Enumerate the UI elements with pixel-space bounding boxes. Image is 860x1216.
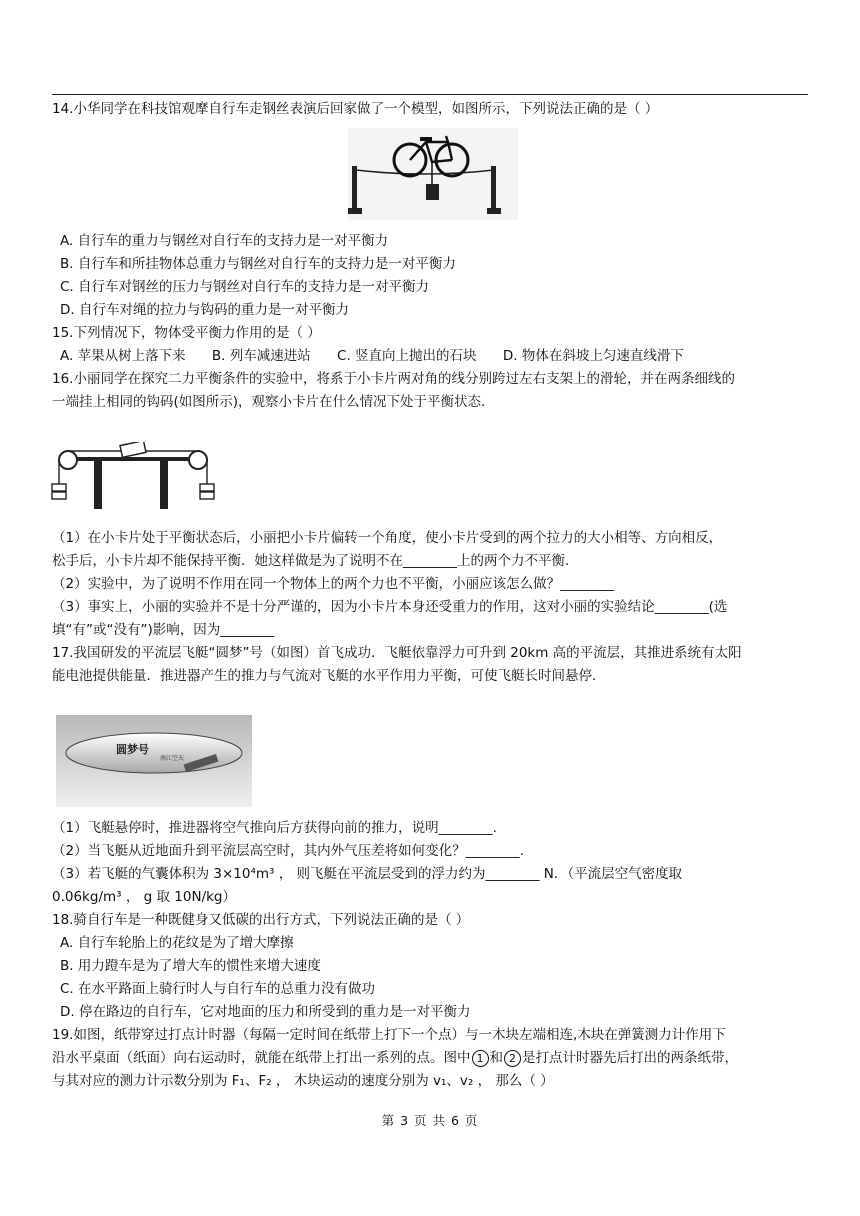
q17-line-1: 17.我国研发的平流层飞艇“圆梦”号（如图）首飞成功．飞艇依靠浮力可升到 20km 高的平流层，其推进系统有太阳 [52, 645, 742, 661]
q17-line-5: （3）若飞艇的气囊体积为 3×10⁴m³ ， 则飞艇在平流层受到的浮力约为________ N．（平流层空气密度取 [52, 866, 683, 882]
q19-and: 和 [489, 1050, 503, 1066]
q14-option-d: D. 自行车对绳的拉力与钩码的重力是一对平衡力 [60, 302, 349, 318]
airship-sub-label: 南江空天 [160, 755, 185, 762]
q15-stem: 15.下列情况下，物体受平衡力作用的是（ ） [52, 325, 321, 341]
circled-number-1: 1 [472, 1050, 489, 1067]
q15-options [60, 346, 684, 366]
q16-line-5: （2）实验中，为了说明不作用在同一个物体上的两个力也不平衡，小丽应该怎么做？________ [52, 576, 615, 592]
q16-line-3: （1）在小卡片处于平衡状态后，小丽把小卡片偏转一个角度，使小卡片受到的两个拉力的大小相等、方向相反， [52, 530, 723, 546]
q19-line-1: 19.如图，纸带穿过打点计时器（每隔一定时间在纸带上打下一个点）与一木块左端相连,木块在弹簧测力计作用下 [52, 1027, 726, 1043]
pulley-card-figure [50, 442, 216, 512]
q16-line-6: （3）事实上，小丽的实验并不是十分严谨的，因为小卡片本身还受重力的作用，这对小丽的实验结论________(选 [52, 599, 728, 615]
q18-option-d: D. 停在路边的自行车，它对地面的压力和所受到的重力是一对平衡力 [60, 1004, 471, 1020]
q19-line-2b: 是打点计时器先后打出的两条纸带， [522, 1050, 738, 1066]
circled-number-2: 2 [504, 1050, 521, 1067]
q17-line-6: 0.06kg/m³ ， g 取 10N/kg） [52, 889, 237, 905]
q14-option-b: B. 自行车和所挂物体总重力与钢丝对自行车的支持力是一对平衡力 [60, 256, 456, 272]
q16-line-7: 填“有”或“没有”)影响，因为________ [52, 622, 275, 638]
q16-line-4: 松手后，小卡片却不能保持平衡．她这样做是为了说明不在________上的两个力不平衡． [52, 553, 579, 569]
q18-option-a: A. 自行车轮胎上的花纹是为了增大摩擦 [60, 935, 294, 951]
q14-stem: 14.小华同学在科技馆观摩自行车走钢丝表演后回家做了一个模型，如图所示，下列说法正确的是（ ） [52, 101, 659, 117]
q17-line-4: （2）当飞艇从近地面升到平流层高空时，其内外气压差将如何变化？________. [52, 843, 524, 859]
q15-option-c: C. 竖直向上抛出的石块 [337, 348, 477, 364]
q19-line-2a: 沿水平桌面（纸面）向右运动时，就能在纸带上打出一系列的点。图中 [52, 1050, 471, 1066]
airship-label: 圆梦号 [116, 743, 149, 756]
q17-line-3: （1）飞艇悬停时，推进器将空气推向后方获得向前的推力，说明________. [52, 820, 497, 836]
q18-option-c: C. 在水平路面上骑行时人与自行车的总重力没有做功 [60, 981, 376, 997]
airship-figure [56, 715, 252, 807]
q19-line-3: 与其对应的测力计示数分别为 F₁、F₂ ， 木块运动的速度分别为 v₁、v₂ ， 那么（ ） [52, 1073, 554, 1089]
header-rule [52, 94, 808, 95]
q15-option-a: A. 苹果从树上落下来 [60, 348, 186, 364]
bicycle-tightrope-figure [348, 128, 518, 220]
q16-line-1: 16.小丽同学在探究二力平衡条件的实验中，将系于小卡片两对角的线分别跨过左右支架上的滑轮，并在两条细线的 [52, 371, 735, 387]
q18-option-b: B. 用力蹬车是为了增大车的惯性来增大速度 [60, 958, 321, 974]
q16-line-2: 一端挂上相同的钩码(如图所示)，观察小卡片在什么情况下处于平衡状态． [52, 394, 495, 410]
q17-line-2: 能电池提供能量．推进器产生的推力与气流对飞艇的水平作用力平衡，可使飞艇长时间悬停． [52, 668, 606, 684]
q15-option-d: D. 物体在斜坡上匀速直线滑下 [502, 348, 684, 364]
page-number: 第 3 页 共 6 页 [381, 1113, 479, 1128]
q15-option-b: B. 列车减速进站 [211, 348, 311, 364]
q14-option-a: A. 自行车的重力与钢丝对自行车的支持力是一对平衡力 [60, 233, 389, 249]
q18-stem: 18.骑自行车是一种既健身又低碳的出行方式，下列说法正确的是（ ） [52, 912, 470, 928]
q14-option-c: C. 自行车对钢丝的压力与钢丝对自行车的支持力是一对平衡力 [60, 279, 430, 295]
q19-line-2 [52, 1048, 738, 1068]
